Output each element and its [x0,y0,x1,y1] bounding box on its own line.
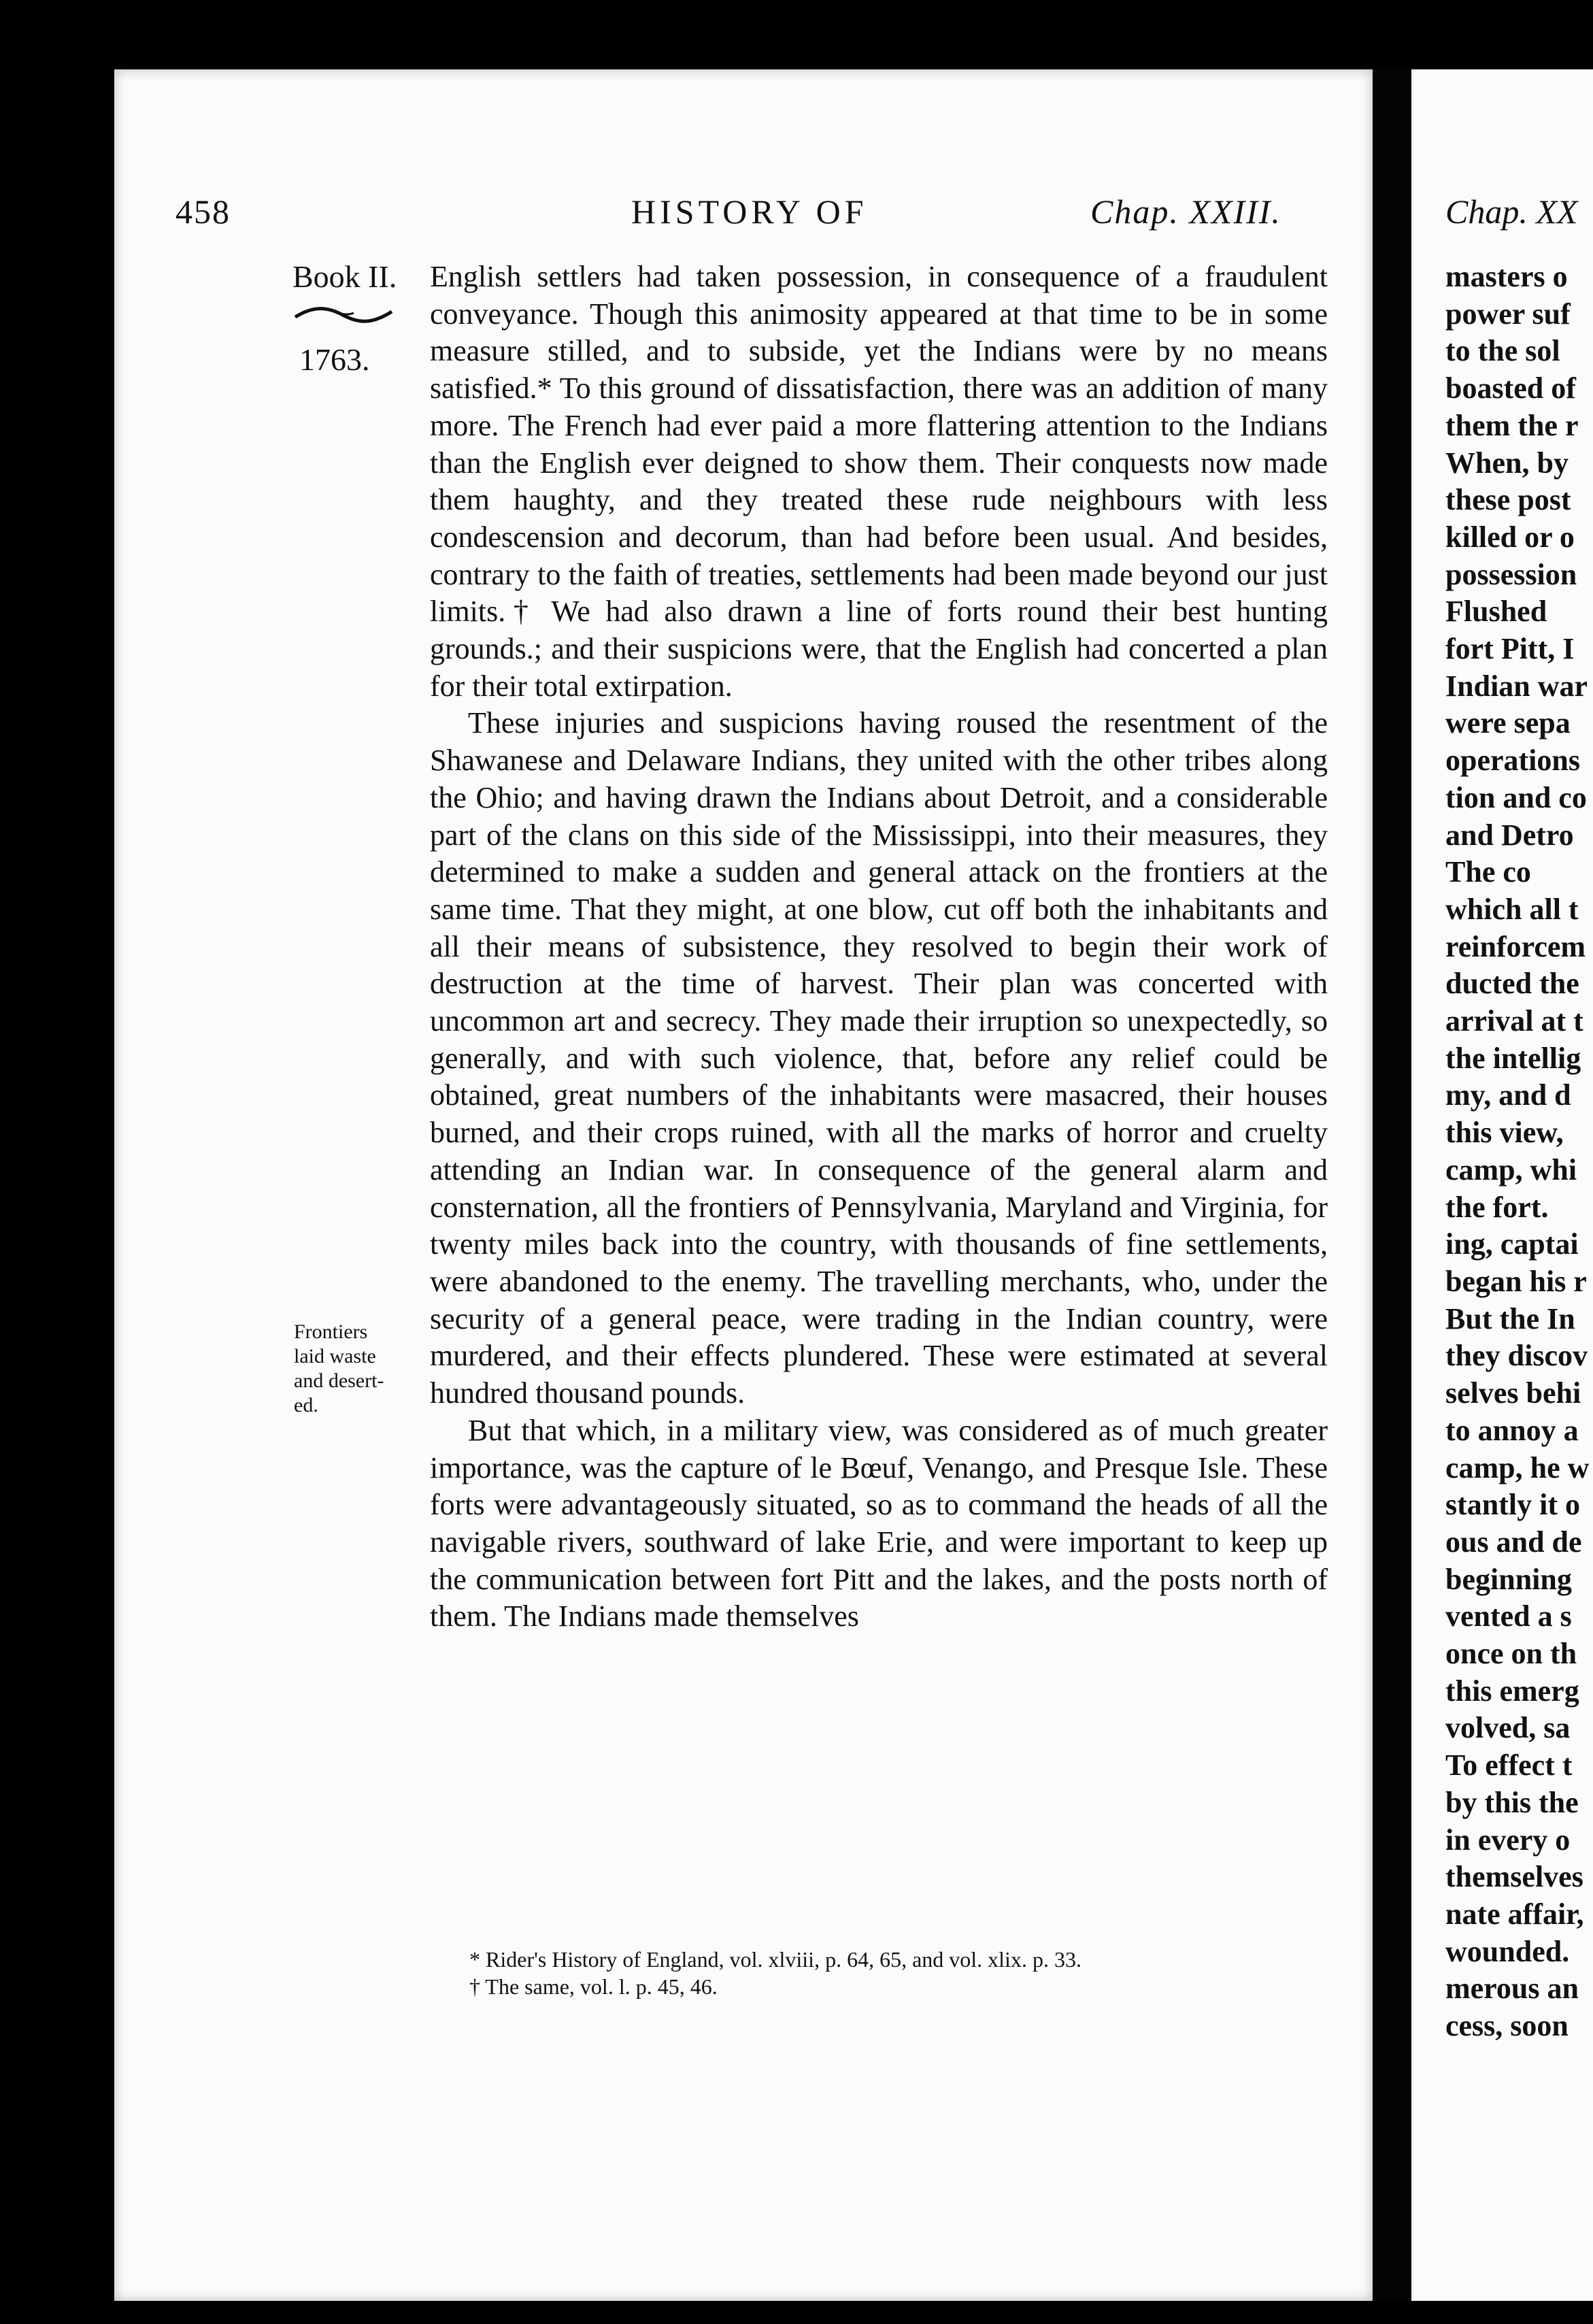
right-page-line: to annoy a [1445,1413,1579,1447]
right-page-line: the fort. [1445,1190,1549,1224]
right-page-line: volved, sa [1445,1711,1571,1745]
right-page-line: ing, captai [1445,1227,1579,1261]
right-page-line: masters o [1445,260,1568,293]
right-page-line: wounded. [1445,1934,1570,1968]
right-page-line: reinforcem [1445,929,1586,963]
right-page-line: which all t [1445,892,1579,926]
right-page-line: camp, he w [1445,1450,1590,1484]
right-page-line: my, and d [1445,1078,1571,1112]
running-head [175,192,1332,239]
right-page-line: this emerg [1445,1674,1579,1708]
right-page-line: this view, [1445,1116,1564,1150]
right-page-line: and Detro [1445,818,1574,852]
book-number: Book II. [292,259,397,294]
right-page-line: operations [1445,744,1580,778]
right-page-line: by this the [1445,1785,1579,1819]
right-page-line: cess, soon [1445,2009,1569,2043]
paragraph-3: But that which, in a military view, was considered as of much greater importance, was the capture of le Bœuf, Venango, and Presque Isle. These forts were advantageously situated, so as to command the heads of all the navigable rivers, southward of lake Erie, and were important to keep up the communication between fort Pitt and the lakes, and the posts north of them. The Indians made themselves [430,1413,1328,1633]
swash-ornament [292,298,395,333]
book-gutter [1373,69,1411,2301]
running-title: HISTORY OF [631,193,868,231]
right-page-line: once on th [1445,1637,1577,1671]
right-page-text [1445,259,1593,2045]
right-page-line: in every o [1445,1823,1571,1857]
swash-icon [292,305,395,325]
right-page-line: killed or o [1445,520,1575,554]
right-page-line: ducted the [1445,967,1579,1001]
paragraph-2: These injuries and suspicions having roused the resentment of the Shawanese and Delaware Indians, they united with the other tribes along the Ohio; and having drawn the Indians about Detroit, and a considerable part of the clans on this side of the Mississippi, into their measures, they determined to make a sudden and general attack on the frontiers at the same time. That they might, at one blow, cut off both the inhabitants and all their means of subsistence, they resolved to begin their work of destruction at the time of harvest. Their plan was concerted with uncommon art and secrecy. They made their irruption so unexpectedly, so generally, and with such violence, that, before any relief could be obtained, great numbers of the inhabitants were masacred, their houses burned, and their crops ruined, with all the marks of horror and cruelty attending an Indian war. In consequence of the general alarm and consternation, all the frontiers of Pennsylvania, Maryland and Virginia, for twenty miles back into the country, with thousands of fine settlements, were abandoned to the enemy. The travelling merchants, who, under the security of a general peace, were trading in the Indian country, were murdered, and their effects plundered. These were estimated at several hundred thousand pounds. [430,706,1328,1410]
right-page-line: nate affair, [1445,1897,1584,1931]
right-page-line: selves behi [1445,1376,1581,1410]
right-page-line: stantly it o [1445,1488,1580,1522]
chapter-heading: Chap. XXIII. [1090,193,1281,231]
footnotes [469,1946,1326,2000]
sidenote-frontiers: Frontiers laid waste and desert- ed. [294,1321,384,1416]
right-page-line: vented a s [1445,1599,1572,1633]
footnote-2: † The same, vol. l. p. 45, 46. [469,1974,718,1999]
right-page-line: tion and co [1445,780,1587,814]
right-page-line: they discov [1445,1339,1588,1373]
right-page-line: were sepa [1445,706,1571,740]
right-page-line: them the r [1445,408,1579,442]
right-page-line: But the In [1445,1301,1575,1335]
right-page-line: power suf [1445,297,1571,331]
paragraph-1: English settlers had taken possession, in consequence of a fraudulent conveyance. Though this animosity appeared at that time to be in some measure stilled, and to subside, yet the Indians were by no means satisfied.* To this ground of dissatisfaction, there was an addition of many more. The French had ever paid a more flattering attention to the Indians than the English ever deigned to show them. Their conquests now made them haughty, and they treated these rude neighbours with less condescension and decorum, than had before been usual. And besides, contrary to the faith of treaties, settlements had been made beyond our just limits.† We had also drawn a line of forts round their best hunting grounds.; and their suspicions were, that the English had concerted a plan for their total extirpation. [430,260,1328,703]
right-page-line: themselves [1445,1860,1583,1894]
right-page-line: merous an [1445,1972,1579,2006]
right-page-line: To effect t [1445,1748,1573,1782]
page-number: 458 [175,193,231,231]
right-page-line: arrival at t [1445,1004,1583,1038]
year-note: 1763. [299,342,370,377]
right-page-line: ous and de [1445,1525,1582,1559]
right-page-line: beginning [1445,1562,1572,1596]
right-page-line: to the sol [1445,334,1560,368]
right-page-line: When, by [1445,446,1569,480]
right-page-line: boasted of [1445,371,1576,405]
right-page-line: Flushed [1445,595,1547,629]
right-page-line: camp, whi [1445,1152,1577,1186]
right-page-line: fort Pitt, I [1445,632,1575,666]
right-page-line: possession [1445,557,1577,591]
right-page-line: the intellig [1445,1041,1581,1075]
right-page-line: Indian war [1445,669,1588,703]
main-text-column [430,259,1328,1636]
right-page-line: The co [1445,855,1531,889]
footnote-1: * Rider's History of England, vol. xlviii, p. 64, 65, and vol. xlix. p. 33. [469,1947,1081,1972]
right-running-head: Chap. XX [1445,193,1578,231]
right-page-line: began his r [1445,1264,1587,1298]
right-page-line: these post [1445,483,1571,517]
